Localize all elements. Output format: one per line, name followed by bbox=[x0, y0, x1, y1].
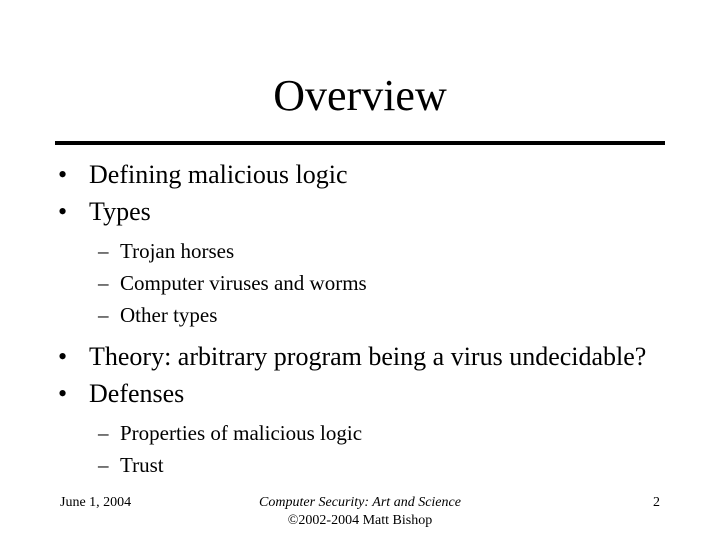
bullet-marker: • bbox=[58, 342, 68, 371]
bullet-item bbox=[58, 195, 678, 228]
bullet-text: Types bbox=[89, 197, 151, 226]
footer-course-title: Computer Security: Art and Science bbox=[259, 495, 461, 510]
bullet-marker: • bbox=[58, 160, 68, 189]
sub-bullet-list bbox=[58, 238, 678, 328]
bullet-text: Defining malicious logic bbox=[89, 160, 348, 189]
sub-bullet-text: Computer viruses and worms bbox=[120, 271, 367, 295]
sub-bullet-text: Trojan horses bbox=[120, 239, 235, 263]
sub-bullet-text: Trust bbox=[120, 453, 164, 477]
footer-date: June 1, 2004 bbox=[60, 495, 132, 510]
sub-bullet-item bbox=[98, 420, 678, 446]
sub-bullet-item bbox=[98, 238, 678, 264]
bullet-text: Defenses bbox=[89, 379, 185, 408]
dash-marker: – bbox=[98, 271, 109, 295]
sub-bullet-item bbox=[98, 270, 678, 296]
bullet-text: Theory: arbitrary program being a virus undecidable? bbox=[89, 342, 647, 371]
footer-credits bbox=[0, 494, 720, 530]
title-divider bbox=[55, 141, 665, 145]
dash-marker: – bbox=[98, 453, 109, 477]
bullet-item bbox=[58, 377, 678, 410]
slide-title: Overview bbox=[273, 71, 447, 120]
bullet-item bbox=[58, 158, 678, 191]
sub-bullet-item bbox=[98, 452, 678, 478]
dash-marker: – bbox=[98, 239, 109, 263]
bullet-marker: • bbox=[58, 197, 68, 226]
bullet-list bbox=[58, 158, 678, 490]
dash-marker: – bbox=[98, 303, 109, 327]
bullet-item bbox=[58, 340, 678, 373]
sub-bullet-item bbox=[98, 302, 678, 328]
footer-copyright: ©2002-2004 Matt Bishop bbox=[287, 513, 433, 528]
dash-marker: – bbox=[98, 421, 109, 445]
page-number: 2 bbox=[653, 495, 660, 510]
sub-bullet-text: Other types bbox=[120, 303, 218, 327]
sub-bullet-text: Properties of malicious logic bbox=[120, 421, 363, 445]
bullet-marker: • bbox=[58, 379, 68, 408]
sub-bullet-list bbox=[58, 420, 678, 478]
